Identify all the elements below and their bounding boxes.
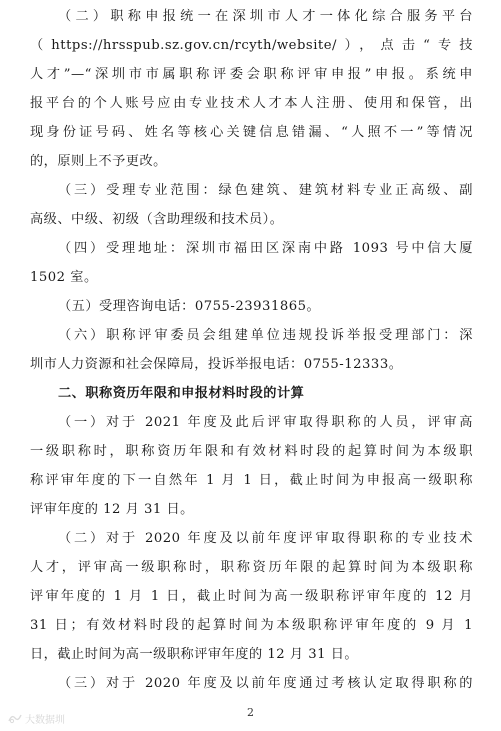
paragraph-line: 日，截止时间为高一级职称评审年度的 12 月 31 日。 (30, 647, 359, 662)
paragraph-line: 1502 室。 (30, 270, 98, 285)
paragraph-line: 的，原则上不予更改。 (30, 154, 167, 169)
watermark-logo-icon (8, 709, 22, 728)
paragraph-line: 评审年度的 1 月 1 日，截止时间为高一级职称评审年度的 12 月 (30, 589, 473, 604)
paragraph-line: （二）对于 2020 年度及以前年度评审取得职称的专业技术 (58, 531, 473, 546)
paragraph-line: 报平台的个人账号应由专业技术人才本人注册、使用和保管，出 (30, 96, 473, 111)
paragraph-line: （四）受理地址：深圳市福田区深南中路 1093 号中信大厦 (58, 241, 473, 256)
paragraph-line: 评审年度的 12 月 31 日。 (30, 502, 194, 517)
paragraph-line: （二）职称申报统一在深圳市人才一体化综合服务平台 (58, 9, 473, 24)
paragraph-line: （五）受理咨询电话：0755-23931865。 (58, 299, 321, 314)
paragraph-line: 人才”—“深圳市市属职称评委会职称评审申报”申报。系统申 (30, 67, 473, 82)
paragraph-line: （https://hrsspub.sz.gov.cn/rcyth/website/），点击“专技 (30, 38, 473, 53)
paragraph-line: 现身份证号码、姓名等核心关键信息错漏、“人照不一”等情况 (30, 125, 473, 140)
paragraph-line: 一级职称时，职称资历年限和有效材料时段的起算时间为本级职 (30, 444, 473, 459)
paragraph-line: 人才，评审高一级职称时，职称资历年限的起算时间为本级职称 (30, 560, 473, 575)
paragraph-line: （一）对于 2021 年度及此后评审取得职称的人员，评审高 (58, 415, 473, 430)
paragraph-line: 高级、中级、初级（含助理级和技术员）。 (30, 212, 284, 227)
paragraph-line: 31 日；有效材料时段的起算时间为本级职称评审年度的 9 月 1 (30, 618, 473, 633)
paragraph-line: （三）对于 2020 年度及以前年度通过考核认定取得职称的 (58, 676, 473, 691)
paragraph-line: 称评审年度的下一自然年 1 月 1 日，截止时间为申报高一级职称 (30, 473, 473, 488)
paragraph-line: 圳市人力资源和社会保障局，投诉举报电话：0755-12333。 (30, 357, 403, 372)
watermark (8, 709, 65, 728)
paragraph-line: （六）职称评审委员会组建单位违规投诉举报受理部门：深 (58, 328, 473, 343)
watermark-text: 大数据圳 (25, 715, 65, 726)
paragraph-line: （三）受理专业范围：绿色建筑、建筑材料专业正高级、副 (58, 183, 473, 198)
section-heading: 二、职称资历年限和申报材料时段的计算 (58, 386, 305, 401)
page-number: 2 (247, 706, 254, 719)
